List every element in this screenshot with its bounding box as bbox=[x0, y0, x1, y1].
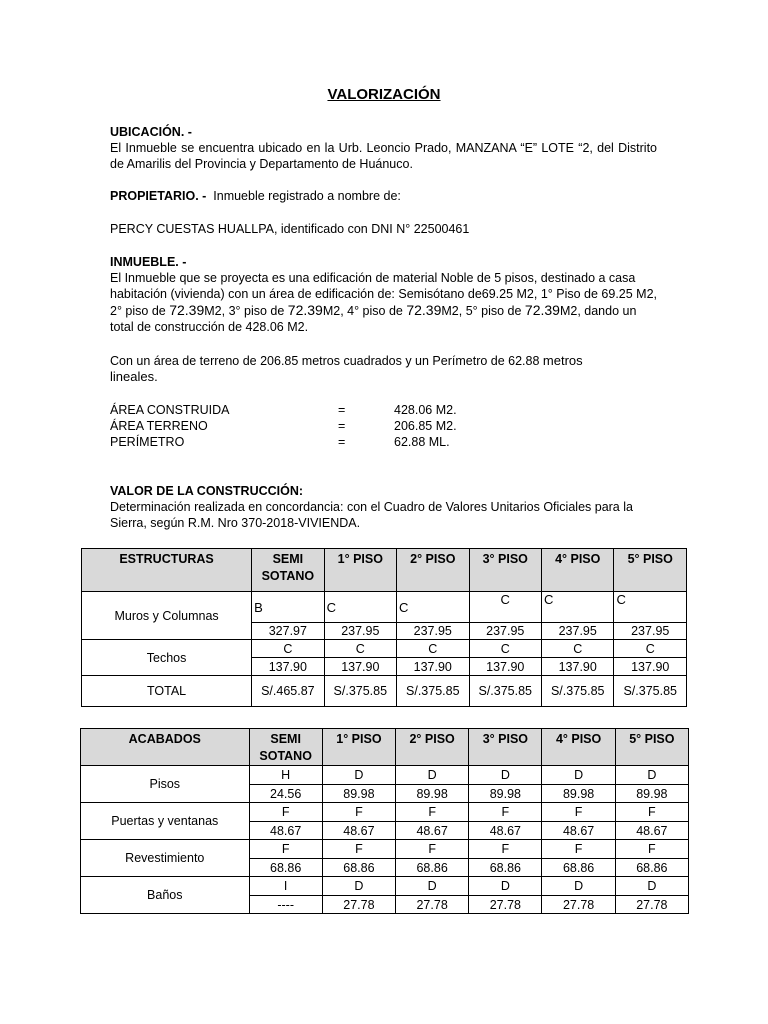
cat-cell: D bbox=[322, 877, 395, 896]
techos-cat-cell: C bbox=[469, 640, 541, 658]
ubicacion-heading: UBICACIÓN. - bbox=[110, 125, 192, 139]
table-header-row bbox=[82, 549, 687, 592]
header-piso-1: 1° PISO bbox=[322, 729, 395, 766]
table-row bbox=[81, 877, 689, 896]
techos-cat-cell: C bbox=[614, 640, 687, 658]
row-label-pisos: Pisos bbox=[81, 766, 250, 803]
val-cell: 24.56 bbox=[249, 785, 322, 803]
acabados-table bbox=[80, 728, 689, 914]
header-piso-4: 4° PISO bbox=[542, 729, 615, 766]
val-cell: 27.78 bbox=[469, 896, 542, 914]
val-cell: 68.86 bbox=[249, 859, 322, 877]
val-cell: 27.78 bbox=[322, 896, 395, 914]
table-row bbox=[81, 803, 689, 822]
val-cell: 48.67 bbox=[249, 822, 322, 840]
muros-val-cell: 327.97 bbox=[252, 623, 324, 640]
propietario-heading: PROPIETARIO. - bbox=[110, 189, 207, 203]
header-piso-2: 2° PISO bbox=[397, 549, 469, 592]
techos-cat-cell: C bbox=[252, 640, 324, 658]
techos-cat-cell: C bbox=[541, 640, 613, 658]
muros-val-cell: 237.95 bbox=[324, 623, 396, 640]
table-row bbox=[82, 676, 687, 707]
total-val-cell: S/.375.85 bbox=[541, 676, 613, 707]
val-cell: 89.98 bbox=[542, 785, 615, 803]
val-cell: 48.67 bbox=[469, 822, 542, 840]
total-val-cell: S/.375.85 bbox=[324, 676, 396, 707]
row-label-puertas-ventanas: Puertas y ventanas bbox=[81, 803, 250, 840]
cat-cell: D bbox=[542, 877, 615, 896]
total-val-cell: S/.375.85 bbox=[614, 676, 687, 707]
techos-val-cell: 137.90 bbox=[252, 658, 324, 676]
techos-val-cell: 137.90 bbox=[541, 658, 613, 676]
muros-cat-cell: C bbox=[397, 592, 469, 623]
construccion-heading: VALOR DE LA CONSTRUCCIÓN: bbox=[110, 484, 304, 498]
table-row bbox=[81, 766, 689, 785]
inmueble-text: El Inmueble que se proyecta es una edificación de material Noble de 5 pisos, destinado a casa habitación (vivienda) con un área de edificación de: Semisótano de69.25 M2, 1° Piso de 69.25 M2, 2° piso de 72.39M2, 3° piso de 72.39M2, 4° piso de 72.39M2, 5° piso de 72.39M2, dando un total de construcción de 428.06 M2. bbox=[110, 271, 658, 334]
val-cell: 89.98 bbox=[469, 785, 542, 803]
val-cell: 68.86 bbox=[469, 859, 542, 877]
header-estructuras: ESTRUCTURAS bbox=[82, 549, 252, 592]
header-piso-4: 4° PISO bbox=[541, 549, 613, 592]
cat-cell: F bbox=[469, 803, 542, 822]
val-cell: 48.67 bbox=[542, 822, 615, 840]
row-label-banos: Baños bbox=[81, 877, 250, 914]
document-page: VALORIZACIÓN UBICACIÓN. - El Inmueble se encuentra ubicado en la Urb. Leoncio Prado, MANZANA “E” LOTE “2, del Distrito de Amarilis del Provincia y Departamento de Huánuco. PROPIETARIO. - Inmueble registrado a nombre de: PERCY CUESTAS HUALLPA, identificado con DNI N° 22500461 INMUEBLE. - El Inmueble que se proyecta es una edificación de material Noble de 5 pisos, destinado a casa habitación (vivienda) con un área de edificación de: Semisótano de69.25 M2, 1° Piso de 69.25 M2, 2° piso de 72.39M2, 3° piso de 72.39M2, 4° piso de 72.39M2, 5° piso de 72.39M2, dando un total de construcción de 428.06 M2. Con un área de terreno de 206.85 metros cuadrados y un Perímetro de 62.88 metros lineales. ÁREA CONSTRUIDA = 428.06 M2. ÁREA TERRENO = 206.85 M2. PERÍMETRO = 62.88 ML. VALOR DE LA CONSTRUCCIÓN: Determinación realizada en concordancia: con el Cuadro de Valores Unitarios Oficiales para la Sierra, según R.M. Nro 370-2018-VIVIENDA. ESTRUCTURAS SEMI SOTANO 1° PISO 2° PISO 3° PISO 4° PISO 5° PISO Muros y Columnas B C C C C C 327.97 237.95 237.95 237.95 237.95 237.95 Techos C C C C C C 137.90 137.90 137.90 137.90 137.90 137.90 TOTAL S/.465.87 S/.375.85 S/.375.85 S/.375.85 S/.375.85 S/.375.85 ACABADOS SEMI SOTANO 1° PISO 2° PISO 3° PISO 4° PISO 5° PISO Pisos H D D D D D 24.56 89.98 89.98 89.98 89.98 89.98 Puertas y ventanas F F F F F F 48.67 48.67 48.67 48.67 48.67 48.67 Revestimiento F F F F F F 68.86 68.86 68.86 68.86 68.86 68.86 Baños I D D D D D ---- 27.78 27.78 27.78 27.78 27.78 bbox=[0, 0, 768, 1024]
muros-val-cell: 237.95 bbox=[541, 623, 613, 640]
cat-cell: F bbox=[249, 840, 322, 859]
muros-val-cell: 237.95 bbox=[397, 623, 469, 640]
row-label-total: TOTAL bbox=[82, 676, 252, 707]
ubicacion-section bbox=[110, 124, 657, 172]
cat-cell: F bbox=[396, 803, 469, 822]
cat-cell: D bbox=[469, 766, 542, 785]
total-val-cell: S/.375.85 bbox=[397, 676, 469, 707]
val-cell: 68.86 bbox=[542, 859, 615, 877]
muros-cat-cell: B bbox=[252, 592, 324, 623]
header-piso-3: 3° PISO bbox=[469, 729, 542, 766]
cat-cell: D bbox=[396, 877, 469, 896]
propietario-text: Inmueble registrado a nombre de: bbox=[213, 189, 401, 203]
header-piso-2: 2° PISO bbox=[396, 729, 469, 766]
techos-val-cell: 137.90 bbox=[469, 658, 541, 676]
cat-cell: D bbox=[469, 877, 542, 896]
cat-cell: F bbox=[615, 803, 688, 822]
table-row bbox=[82, 592, 687, 623]
val-cell: 27.78 bbox=[396, 896, 469, 914]
val-cell: 27.78 bbox=[542, 896, 615, 914]
val-cell: 48.67 bbox=[396, 822, 469, 840]
val-cell: 68.86 bbox=[615, 859, 688, 877]
techos-cat-cell: C bbox=[397, 640, 469, 658]
propietario-section bbox=[110, 188, 657, 204]
val-cell: 48.67 bbox=[322, 822, 395, 840]
val-cell: 89.98 bbox=[396, 785, 469, 803]
muros-val-cell: 237.95 bbox=[614, 623, 687, 640]
table-row bbox=[81, 840, 689, 859]
muros-cat-cell: C bbox=[614, 592, 687, 623]
val-cell: 27.78 bbox=[615, 896, 688, 914]
muros-cat-cell: C bbox=[541, 592, 613, 623]
ubicacion-text: El Inmueble se encuentra ubicado en la Urb. Leoncio Prado, MANZANA “E” LOTE “2, del Distrito de Amarilis del Provincia y Departamento de Huánuco. bbox=[110, 141, 657, 171]
row-label-muros: Muros y Columnas bbox=[82, 592, 252, 640]
techos-cat-cell: C bbox=[324, 640, 396, 658]
inmueble-heading: INMUEBLE. - bbox=[110, 255, 187, 269]
cat-cell: F bbox=[542, 840, 615, 859]
val-cell: 68.86 bbox=[396, 859, 469, 877]
table-row bbox=[82, 640, 687, 658]
row-label-techos: Techos bbox=[82, 640, 252, 676]
table-header-row bbox=[81, 729, 689, 766]
cat-cell: I bbox=[249, 877, 322, 896]
val-cell: 48.67 bbox=[615, 822, 688, 840]
total-val-cell: S/.375.85 bbox=[469, 676, 541, 707]
row-label-revestimiento: Revestimiento bbox=[81, 840, 250, 877]
header-piso-5: 5° PISO bbox=[614, 549, 687, 592]
muros-val-cell: 237.95 bbox=[469, 623, 541, 640]
cat-cell: D bbox=[396, 766, 469, 785]
header-semi-sotano: SEMI SOTANO bbox=[249, 729, 322, 766]
cat-cell: F bbox=[469, 840, 542, 859]
val-cell: 68.86 bbox=[322, 859, 395, 877]
val-cell: ---- bbox=[249, 896, 322, 914]
construccion-text: Determinación realizada en concordancia: con el Cuadro de Valores Unitarios Oficiales para la Sierra, según R.M. Nro 370-2018-VIVIENDA. bbox=[110, 500, 633, 530]
header-piso-1: 1° PISO bbox=[324, 549, 396, 592]
cat-cell: F bbox=[396, 840, 469, 859]
cat-cell: F bbox=[322, 840, 395, 859]
techos-val-cell: 137.90 bbox=[397, 658, 469, 676]
cat-cell: F bbox=[322, 803, 395, 822]
val-cell: 89.98 bbox=[322, 785, 395, 803]
estructuras-table bbox=[81, 548, 687, 707]
header-piso-3: 3° PISO bbox=[469, 549, 541, 592]
terreno-text: Con un área de terreno de 206.85 metros cuadrados y un Perímetro de 62.88 metros lineales. bbox=[110, 353, 583, 384]
cat-cell: F bbox=[249, 803, 322, 822]
header-acabados: ACABADOS bbox=[81, 729, 250, 766]
inmueble-section bbox=[110, 254, 657, 335]
techos-val-cell: 137.90 bbox=[324, 658, 396, 676]
cat-cell: F bbox=[542, 803, 615, 822]
cat-cell: D bbox=[615, 877, 688, 896]
total-val-cell: S/.465.87 bbox=[252, 676, 324, 707]
header-piso-5: 5° PISO bbox=[615, 729, 688, 766]
cat-cell: H bbox=[249, 766, 322, 785]
techos-val-cell: 137.90 bbox=[614, 658, 687, 676]
cat-cell: D bbox=[542, 766, 615, 785]
muros-cat-cell: C bbox=[324, 592, 396, 623]
header-semi-sotano: SEMI SOTANO bbox=[252, 549, 324, 592]
owner-text: PERCY CUESTAS HUALLPA, identificado con DNI N° 22500461 bbox=[110, 222, 470, 236]
val-cell: 89.98 bbox=[615, 785, 688, 803]
cat-cell: D bbox=[615, 766, 688, 785]
cat-cell: F bbox=[615, 840, 688, 859]
cat-cell: D bbox=[322, 766, 395, 785]
muros-cat-cell: C bbox=[469, 592, 541, 623]
page-title: VALORIZACIÓN bbox=[327, 86, 441, 103]
construccion-section bbox=[110, 483, 657, 531]
